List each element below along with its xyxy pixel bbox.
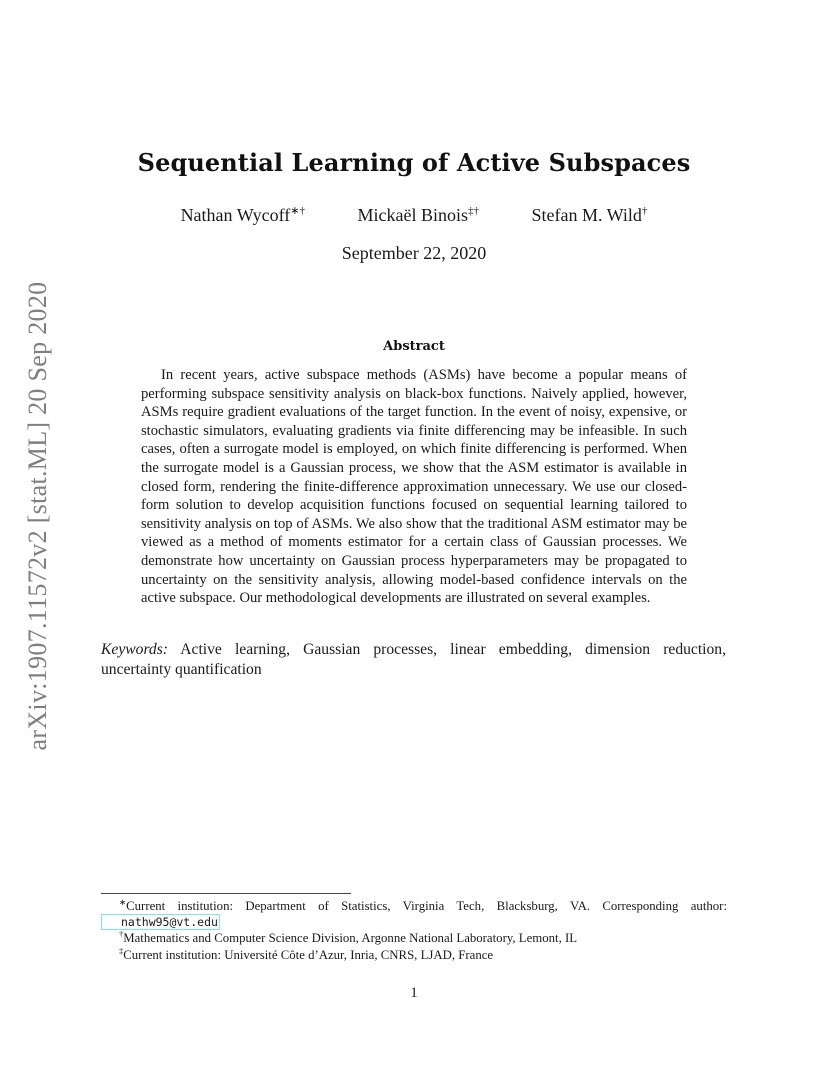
keywords-label: Keywords: <box>101 641 168 658</box>
author-2 <box>358 205 480 226</box>
author-marks: ‡† <box>468 205 479 217</box>
paper-date: September 22, 2020 <box>341 243 487 263</box>
footnote-mark: ‡ <box>119 945 124 956</box>
footnote-mark: ∗ <box>119 897 127 907</box>
keywords <box>101 640 726 679</box>
arxiv-side-stamp: arXiv:1907.11572v2 [stat.ML] 20 Sep 2020 <box>23 281 52 751</box>
paper-title: Sequential Learning of Active Subspaces <box>137 148 691 177</box>
footnotes <box>101 898 727 963</box>
author-marks: † <box>641 205 648 217</box>
email-link[interactable]: nathw95@vt.edu <box>101 914 220 930</box>
author-name: Mickaël Binois <box>357 205 468 225</box>
author-3 <box>532 205 648 226</box>
author-list <box>0 205 828 226</box>
footnote-text: Current institution: Department of Statistics, Virginia Tech, Blacksburg, VA. Corresponding author: <box>126 899 727 913</box>
footnote-mark: † <box>119 929 124 940</box>
page-number: 1 <box>410 985 418 1001</box>
footnote-1 <box>101 898 727 930</box>
footnote-text: Mathematics and Computer Science Division, Argonne National Laboratory, Lemont, IL <box>123 931 578 946</box>
author-name: Stefan M. Wild <box>531 205 642 225</box>
abstract-body: In recent years, active subspace methods (ASMs) have become a popular means of performing subspace sensitivity analysis on black-box functions. Naively applied, however, ASMs require gradient evaluations of the target function. In the event of noisy, expensive, or stochastic simulators, evaluating gradients via finite differencing may be infeasible. In such cases, often a surrogate model is employed, on which finite differencing is performed. When the surrogate model is a Gaussian process, we show that the ASM estimator is available in closed form, rendering the finite-difference approximation unnecessary. We use our closed-form solution to develop acquisition functions focused on sequential learning tailored to sensitivity analysis on top of ASMs. We also show that the traditional ASM estimator may be viewed as a method of moments estimator for a certain class of Gaussian processes. We demonstrate how uncertainty on Gaussian process hyperparameters may be propagated to uncertainty on the sensitivity analysis, allowing model-based confidence intervals on the active subspace. Our methodological developments are illustrated on several examples. <box>141 367 687 607</box>
footnote-text: Current institution: Université Côte d’Azur, Inria, CNRS, LJAD, France <box>123 947 494 962</box>
keywords-text: Active learning, Gaussian processes, linear embedding, dimension reduction, uncertainty quantification <box>101 641 727 678</box>
author-marks: ∗† <box>290 205 305 217</box>
footnote-2 <box>101 930 727 946</box>
footnote-divider <box>101 893 351 894</box>
author-1 <box>181 205 305 226</box>
footnote-3 <box>101 947 727 963</box>
author-name: Nathan Wycoff <box>180 205 291 225</box>
abstract-heading: Abstract <box>383 339 445 354</box>
